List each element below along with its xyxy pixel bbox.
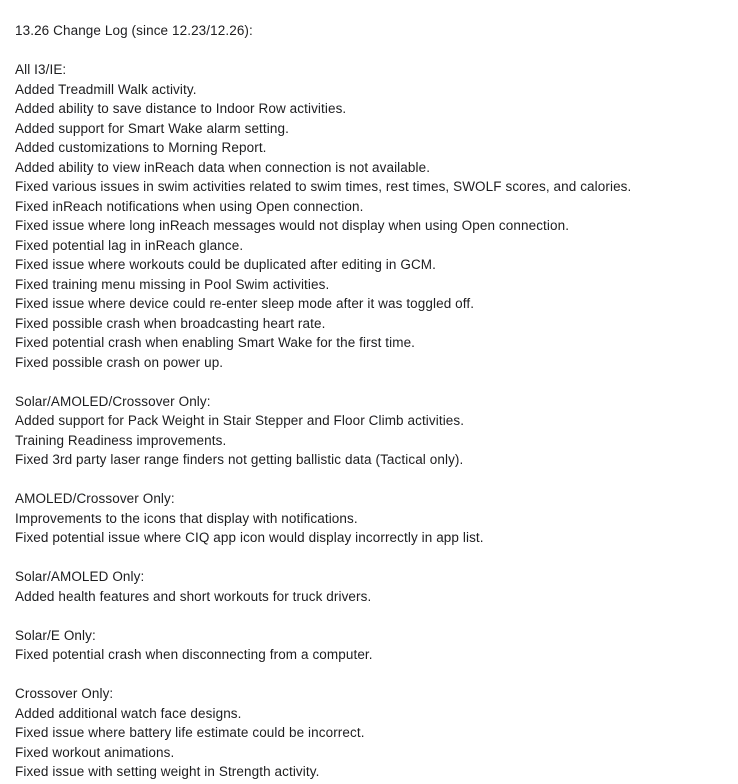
log-line: Fixed inReach notifications when using Open connection. (15, 198, 364, 214)
log-line: Fixed issue with setting weight in Strength activity. (15, 764, 320, 779)
section-heading: Solar/AMOLED Only: (15, 569, 145, 584)
log-line: Fixed potential crash when enabling Smart Wake for the first time. (15, 335, 416, 350)
log-line: Added customizations to Morning Report. (15, 140, 267, 155)
log-line: Improvements to the icons that display with notifications. (15, 510, 358, 526)
change-log-section (15, 392, 723, 470)
log-line: Training Readiness improvements. (15, 432, 227, 448)
log-line: Fixed issue where long inReach messages would not display when using Open connection. (15, 218, 570, 233)
log-line: Fixed possible crash on power up. (15, 354, 224, 370)
log-line: Added ability to save distance to Indoor Row activities. (15, 101, 347, 116)
log-line: Added health features and short workouts for truck drivers. (15, 588, 372, 604)
log-line: Fixed issue where workouts could be duplicated after editing in GCM. (15, 257, 437, 272)
change-log-section (15, 489, 723, 548)
change-log-sections (15, 60, 723, 782)
log-line: Fixed possible crash when broadcasting heart rate. (15, 315, 326, 331)
change-log-section (15, 626, 723, 665)
log-line: Added support for Smart Wake alarm setting. (15, 120, 289, 136)
section-heading: Solar/E Only: (15, 627, 96, 643)
section-heading: All I3/IE: (15, 62, 67, 77)
change-log-section (15, 60, 723, 372)
log-line: Fixed potential issue where CIQ app icon would display incorrectly in app list. (15, 530, 484, 545)
log-line: Fixed potential crash when disconnecting from a computer. (15, 647, 373, 662)
change-log-title: 13.26 Change Log (since 12.23/12.26): (15, 23, 253, 38)
log-line: Added support for Pack Weight in Stair Stepper and Floor Climb activities. (15, 413, 465, 428)
change-log-section (15, 567, 723, 606)
log-line: Added Treadmill Walk activity. (15, 81, 197, 97)
section-heading: Crossover Only: (15, 686, 114, 701)
section-heading: Solar/AMOLED/Crossover Only: (15, 393, 211, 409)
log-line: Fixed workout animations. (15, 744, 175, 760)
log-line: Fixed potential lag in inReach glance. (15, 237, 244, 253)
log-line: Fixed training menu missing in Pool Swim activities. (15, 276, 330, 292)
log-line: Fixed various issues in swim activities related to swim times, rest times, SWOLF scores, and calories. (15, 179, 632, 194)
section-heading: AMOLED/Crossover Only: (15, 491, 175, 506)
log-line: Fixed 3rd party laser range finders not getting ballistic data (Tactical only). (15, 452, 464, 467)
log-line: Fixed issue where battery life estimate could be incorrect. (15, 725, 365, 740)
log-line: Fixed issue where device could re-enter sleep mode after it was toggled off. (15, 296, 475, 311)
change-log-section (15, 684, 723, 782)
log-line: Added additional watch face designs. (15, 705, 242, 721)
log-line: Added ability to view inReach data when connection is not available. (15, 159, 431, 175)
